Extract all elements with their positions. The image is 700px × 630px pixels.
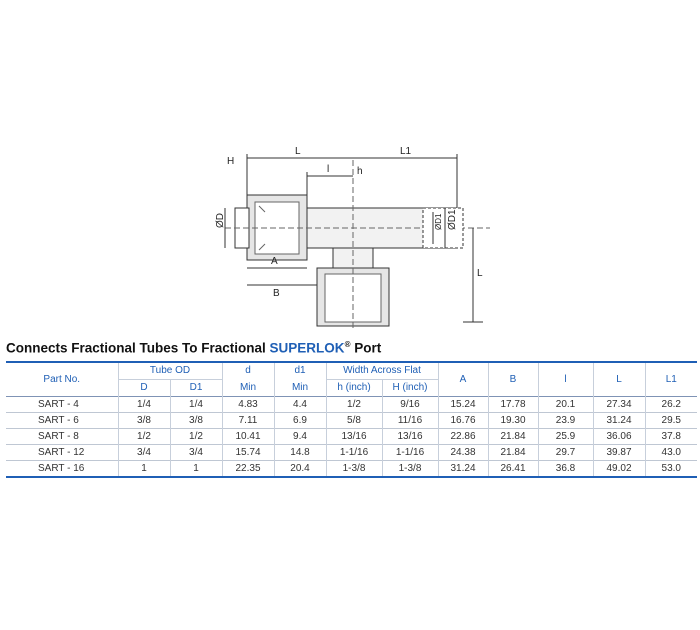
table-cell: 26.41 [488,461,538,478]
table-cell: 13/16 [382,429,438,445]
table-cell: 14.8 [274,445,326,461]
table-cell: 1-3/8 [326,461,382,478]
spec-table-body [6,397,697,478]
part-number-cell: SART - 12 [6,445,118,461]
table-row [6,413,697,429]
table-cell: 4.83 [222,397,274,413]
table-cell: 16.76 [438,413,488,429]
header-h-inch: h (inch) [326,380,382,397]
header-d1: d1 [274,362,326,380]
table-cell: 1/2 [170,429,222,445]
table-cell: 43.0 [645,445,697,461]
table-cell: 13/16 [326,429,382,445]
table-cell: 27.34 [593,397,645,413]
table-cell: 15.74 [222,445,274,461]
label-L1: L1 [400,146,412,157]
table-cell: 36.8 [538,461,593,478]
label-h: h [357,166,363,177]
table-cell: 21.84 [488,445,538,461]
label-OD1-inner: ØD1 [434,213,443,230]
header-d-min: Min [222,380,274,397]
label-L: L [295,146,301,157]
table-cell: 24.38 [438,445,488,461]
header-L: L [593,362,645,397]
table-cell: 1-1/16 [382,445,438,461]
table-cell: 22.86 [438,429,488,445]
table-cell: 1-1/16 [326,445,382,461]
table-cell: 3/8 [170,413,222,429]
header-l: l [538,362,593,397]
table-cell: 22.35 [222,461,274,478]
label-H: H [227,156,235,167]
header-H-inch: H (inch) [382,380,438,397]
table-cell: 6.9 [274,413,326,429]
table-cell: 10.41 [222,429,274,445]
header-d1-min: Min [274,380,326,397]
table-cell: 9.4 [274,429,326,445]
table-cell: 1 [118,461,170,478]
part-number-cell: SART - 4 [6,397,118,413]
table-cell: 5/8 [326,413,382,429]
header-B: B [488,362,538,397]
label-OD1: ØD1 [447,209,458,230]
table-cell: 3/4 [118,445,170,461]
table-cell: 15.24 [438,397,488,413]
table-cell: 1-3/8 [382,461,438,478]
table-cell: 23.9 [538,413,593,429]
table-cell: 49.02 [593,461,645,478]
table-cell: 1/4 [170,397,222,413]
section-heading [6,340,381,356]
header-D: D [118,380,170,397]
table-cell: 3/8 [118,413,170,429]
table-row [6,461,697,478]
table-cell: 31.24 [593,413,645,429]
header-tube-od: Tube OD [118,362,222,380]
table-cell: 20.1 [538,397,593,413]
heading-reg-mark: ® [344,340,351,349]
table-cell: 26.2 [645,397,697,413]
header-part-no: Part No. [6,362,118,397]
table-cell: 25.9 [538,429,593,445]
header-L1: L1 [645,362,697,397]
header-width-across-flat: Width Across Flat [326,362,438,380]
label-L-side: L [477,268,483,279]
label-l: l [327,164,330,175]
table-cell: 29.7 [538,445,593,461]
header-D1: D1 [170,380,222,397]
spec-table [6,361,697,478]
heading-suffix: Port [350,340,382,356]
table-cell: 11/16 [382,413,438,429]
label-A: A [271,256,278,267]
table-cell: 1/2 [326,397,382,413]
part-number-cell: SART - 8 [6,429,118,445]
fitting-technical-drawing [205,140,505,330]
table-row [6,397,697,413]
table-cell: 4.4 [274,397,326,413]
header-d: d [222,362,274,380]
table-cell: 3/4 [170,445,222,461]
table-cell: 53.0 [645,461,697,478]
heading-prefix: Connects Fractional Tubes To Fractional [6,340,270,356]
label-B: B [273,288,280,299]
table-cell: 36.06 [593,429,645,445]
table-cell: 39.87 [593,445,645,461]
table-cell: 1/4 [118,397,170,413]
heading-brand: SUPERLOK [269,340,345,356]
table-row [6,445,697,461]
part-number-cell: SART - 16 [6,461,118,478]
table-cell: 21.84 [488,429,538,445]
table-cell: 1/2 [118,429,170,445]
part-number-cell: SART - 6 [6,413,118,429]
table-cell: 9/16 [382,397,438,413]
table-cell: 17.78 [488,397,538,413]
label-OD: ØD [215,213,226,228]
table-cell: 29.5 [645,413,697,429]
table-cell: 19.30 [488,413,538,429]
table-cell: 37.8 [645,429,697,445]
table-row [6,429,697,445]
table-cell: 1 [170,461,222,478]
header-A: A [438,362,488,397]
table-cell: 20.4 [274,461,326,478]
table-cell: 31.24 [438,461,488,478]
table-cell: 7.11 [222,413,274,429]
